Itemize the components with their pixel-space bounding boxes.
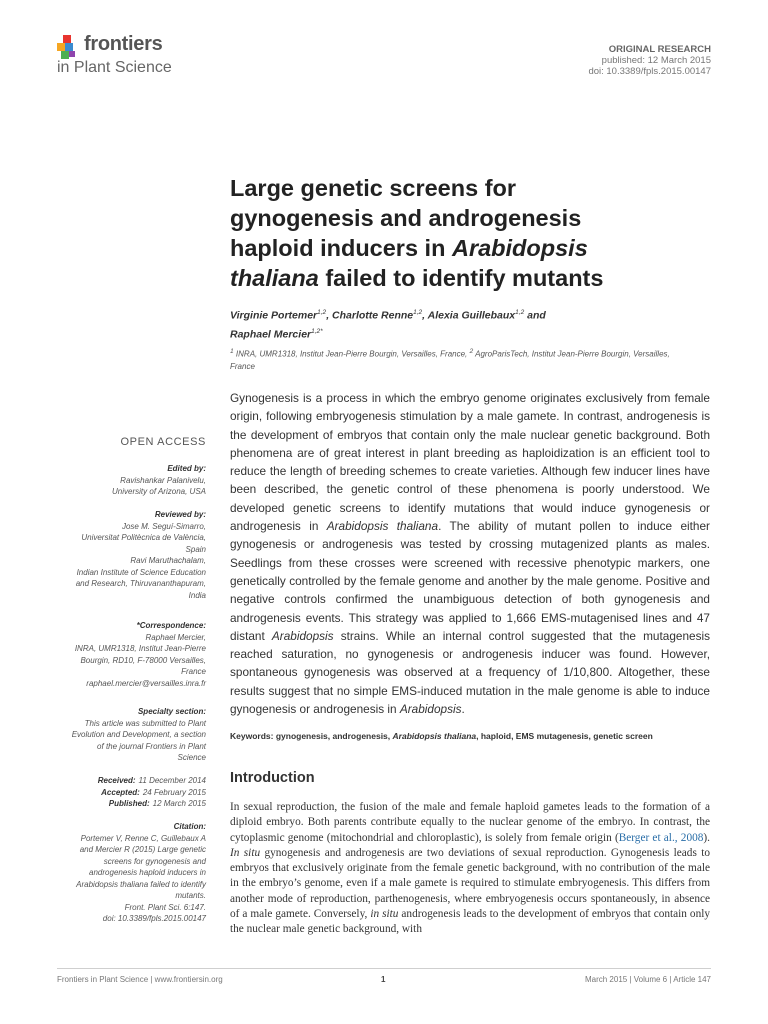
article-meta — [588, 44, 711, 77]
section-heading-introduction: Introduction — [230, 770, 315, 786]
author-name[interactable]: , Alexia Guillebaux — [422, 309, 516, 322]
citation-doi[interactable]: doi: 10.3389/fpls.2015.00147 — [102, 914, 206, 923]
correspondence-email[interactable]: raphael.mercier@versailles.inra.fr — [86, 678, 206, 688]
citation: Citation: Portemer V, Renne C, Guillebaux A and Mercier R (2015) Large genetic screens for gynogenesis and androgenesis haploid inducers in Arabidopsis thaliana failed to identify mutants. Front. Plant Sci. 6:147. doi: 10.3389/fpls.2015.00147 — [40, 821, 206, 925]
keywords: Keywords: gynogenesis, androgenesis, Arabidopsis thaliana, haploid, EMS mutagenesis, genetic screen — [230, 731, 653, 741]
dates: Received: 11 December 2014 Accepted: 24 February 2015 Published: 12 March 2015 — [97, 776, 206, 808]
open-access-label: OPEN ACCESS — [120, 436, 206, 448]
footer-issue: March 2015 | Volume 6 | Article 147 — [584, 975, 711, 984]
citation-link[interactable]: Berger et al., 2008 — [618, 831, 704, 844]
journal-name: in Plant Science — [57, 59, 172, 76]
affiliations: $^1$ INRA, UMR1318, Institut Jean-Pierre Bourgin, Versailles, France, $^2$ AgroParisTech, Institut Jean-Pierre Bourgin, Versailles, France — [230, 348, 670, 371]
reviewed-by: Reviewed by: Jose M. Seguí-Simarro, Universitat Politècnica de València, Spain Ravi Maruthachalam, Indian Institute of Science Education and Research, Thiruvananthapuram, India — [75, 510, 206, 600]
article-title: Large genetic screens for gynogenesis and androgenesis haploid inducers in Arabidopsis thaliana failed to identify mutants — [230, 175, 604, 291]
footer-journal[interactable]: Frontiers in Plant Science | www.frontiersin.org — [57, 975, 223, 984]
introduction-text: In sexual reproduction, the fusion of the male and female haploid gametes leads to the formation of a diploid embryo. Both parents contribute equally to the nuclear genome of the embryo. In contrast, the cytoplasmic genome (mitochondrial and chloroplastic), is solely from female origin (Berger et al., 2008). In situ gynogenesis and androgenesis are two deviations of sexual reproduction. Gynogenesis leads to embryos that exclusively originate from the female genetic background, with no contribution of the male in the embryo’s genome, even if a male gamete is required to stimulate embryogenesis. This differs from another mode of reproduction, parthenogenesis, where embryogenesis occurs spontaneously, in absence of a male gamete. Conversely, in situ androgenesis leads to the development of embryos that contain only the nuclear male genetic background, with — [230, 801, 711, 936]
specialty-section: Specialty section: This article was submitted to Plant Evolution and Development, a section of the journal Frontiers in Plant Science — [71, 707, 206, 762]
author-name[interactable]: Virginie Portemer — [230, 309, 318, 322]
journal-logo — [57, 33, 217, 81]
abstract: Gynogenesis is a process in which the embryo genome originates exclusively from female origin, following embryogenesis stimulation by a male gamete. In contrast, androgenesis is the development of embryos that contain only the male nuclear genetic background. Both phenomena are of great interest in plant breeding as haploidization is an efficient tool to reduce the length of breeding schemes to create varieties. Although few inducer lines have been described, the genetic control of these phenomena is poorly understood. We developed genetic screens to identify mutations that would induce gynogenesis or androgenesis in Arabidopsis thaliana. The ability of mutant pollen to induce either gynogenesis or androgenesis was tested by crossing mutagenized plants as males. Seedlings from these crosses were screened with recessive phenotypic markers, one genetically controlled by the female genome and another by the male genome. Positive and negative controls confirmed the unambiguous detection of both gynogenesis and androgenesis events. This strategy was applied to 1,666 EMS-mutagenised lines and 47 distant Arabidopsis strains. While an internal control suggested that the mutagenesis reached saturation, no gynogenesis or androgenesis inducer was found. However, spontaneous gynogenesis was observed at a frequency of 1/10,800. Altogether, these results suggest that no simple EMS-induced mutation in the male genome is able to induce gynogenesis or androgenesis in Arabidopsis. — [230, 391, 710, 717]
author-name[interactable]: , Charlotte Renne — [326, 309, 414, 322]
published-date: published: 12 March 2015 — [601, 55, 711, 66]
author-list: Virginie Portemer$^{1,2}$, Charlotte Renne$^{1,2}$, Alexia Guillebaux$^{1,2}$ and Raphael Mercier$^{1,2*}$ — [230, 309, 546, 340]
doi[interactable]: doi: 10.3389/fpls.2015.00147 — [588, 66, 711, 77]
article-type: ORIGINAL RESEARCH — [608, 44, 711, 55]
correspondence: *Correspondence: Raphael Mercier, INRA, UMR1318, Institut Jean-Pierre Bourgin, RD10, F-78000 Versailles, France raphael.mercier@versailles.inra.fr — [40, 620, 206, 689]
page-number: 1 — [381, 975, 386, 984]
edited-by: Edited by: Ravishankar Palanivelu, University of Arizona, USA — [112, 464, 206, 496]
logo-wordmark: frontiers — [84, 33, 163, 55]
frontiers-logo-icon — [57, 35, 81, 61]
footer-divider — [57, 968, 711, 969]
author-name[interactable]: Raphael Mercier — [230, 328, 312, 340]
